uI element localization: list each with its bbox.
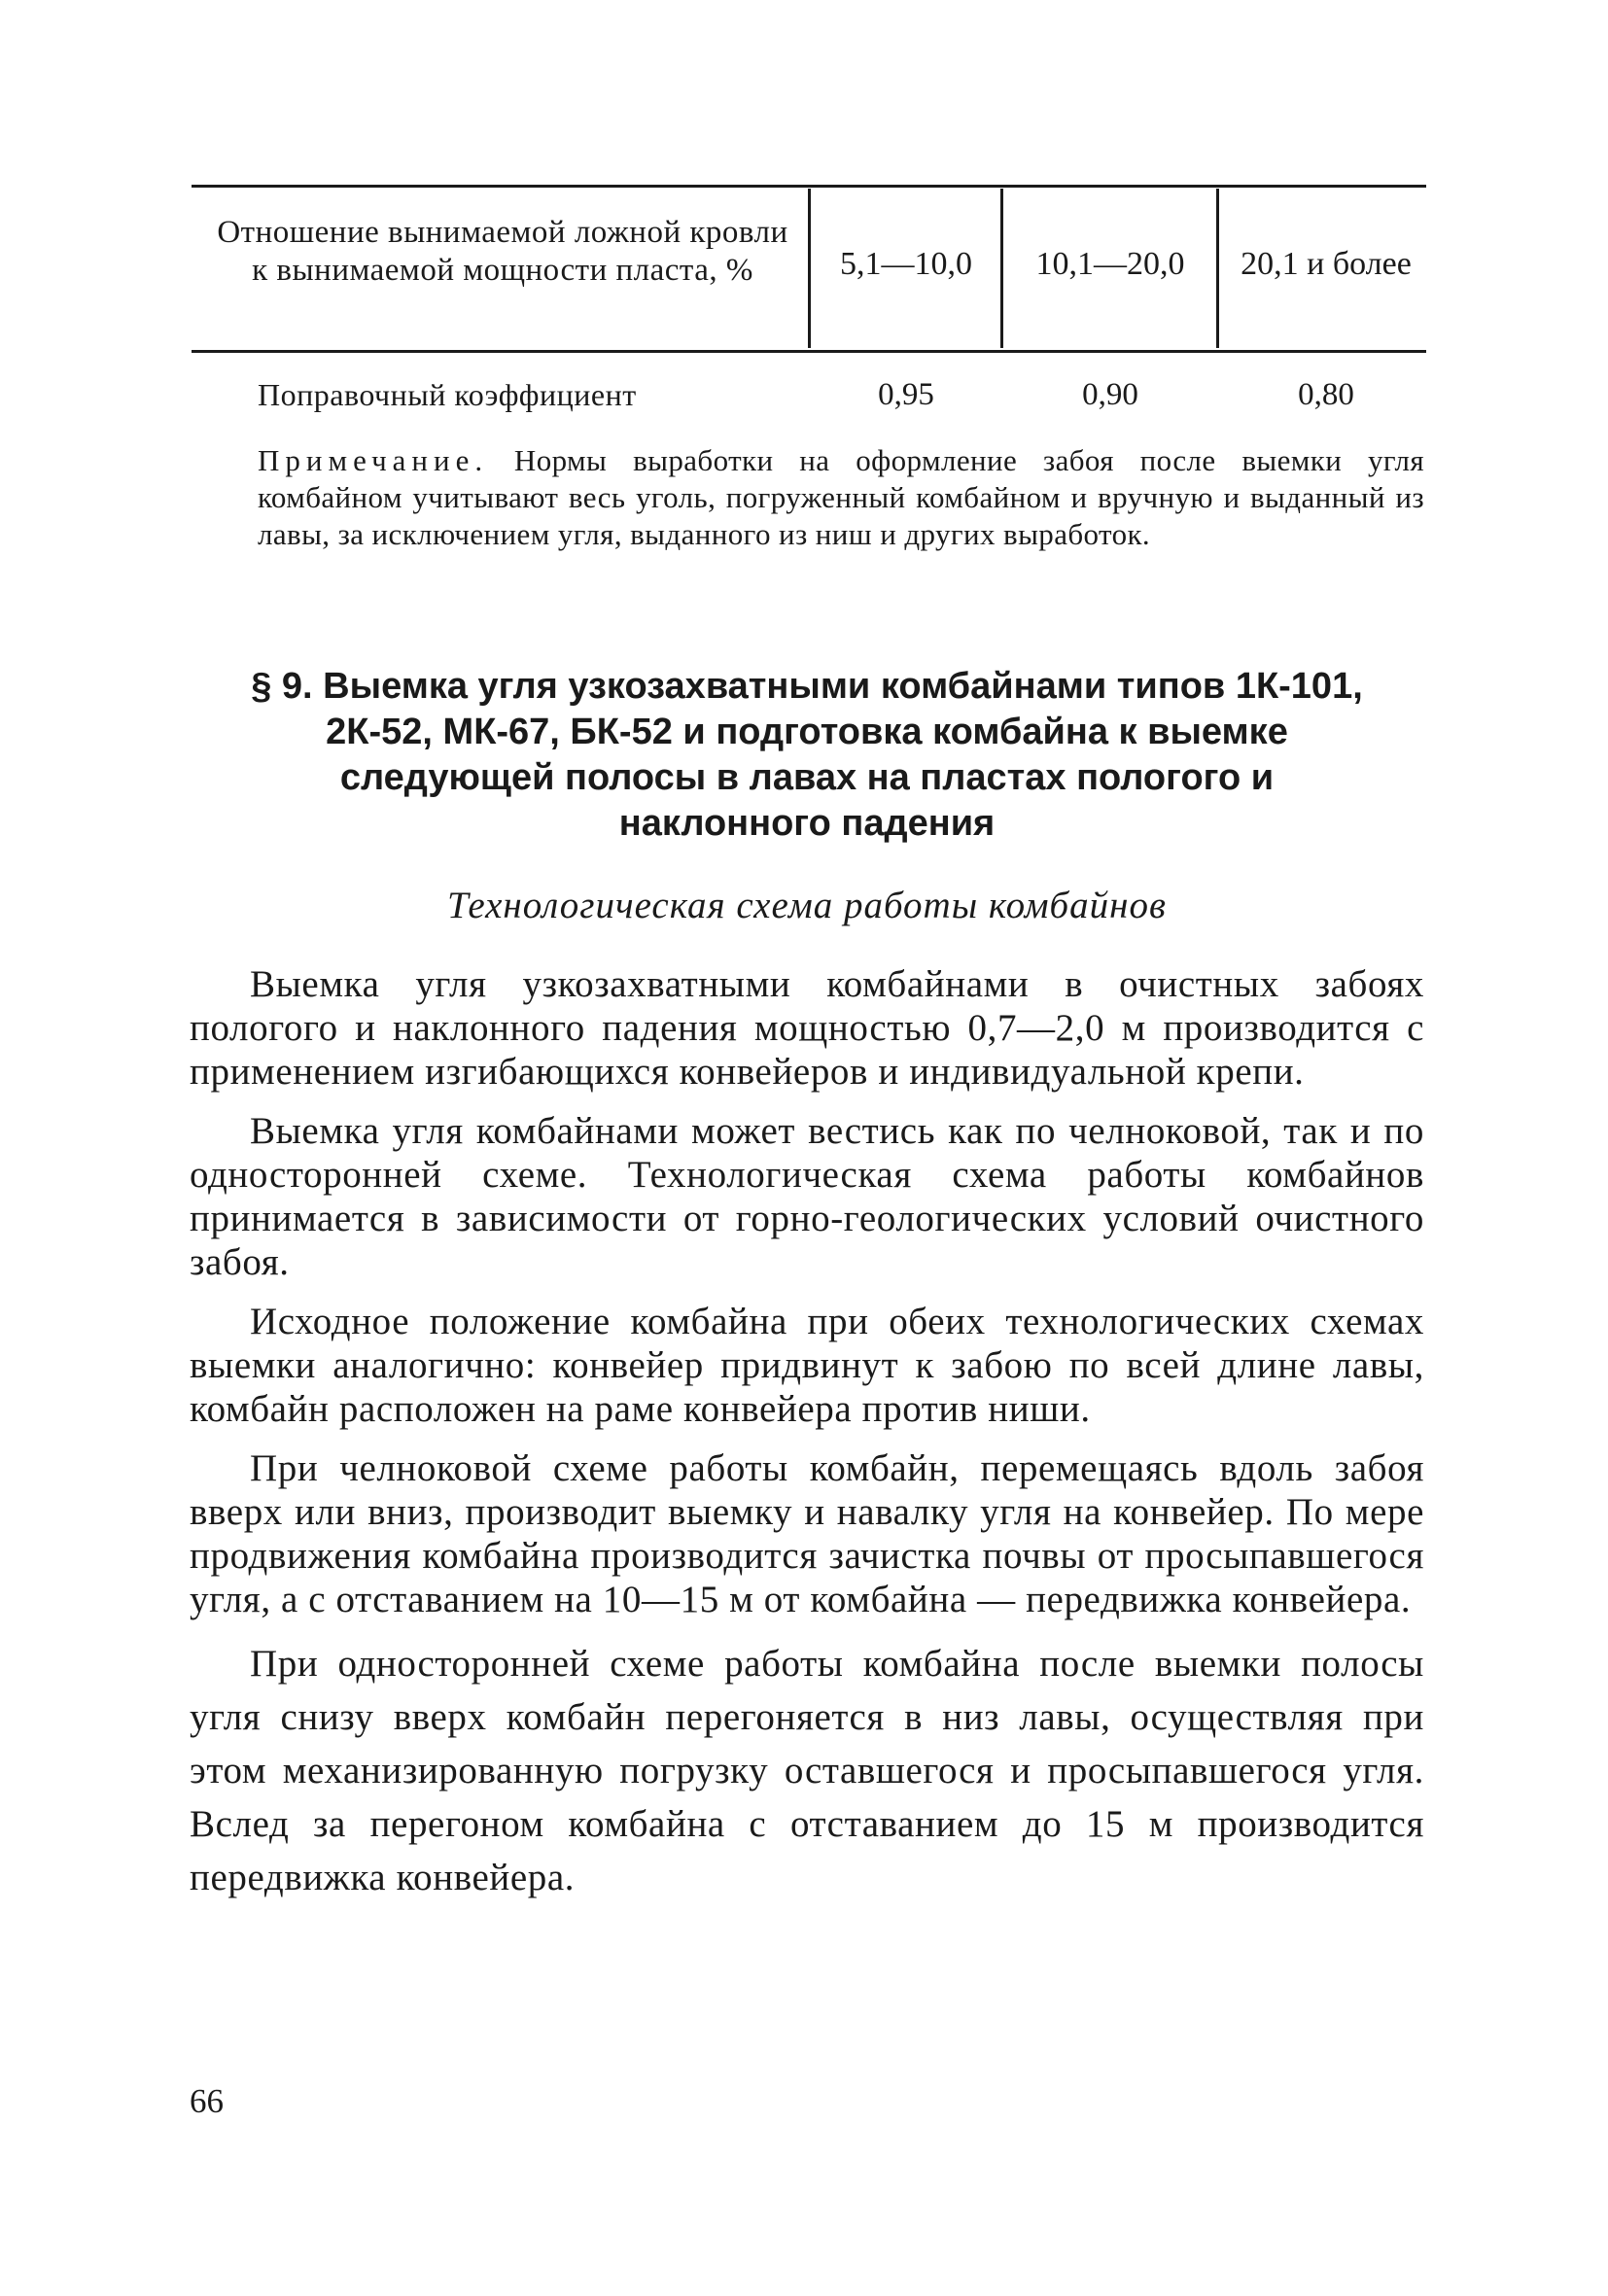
section-heading: § 9. Выемка угля узкозахватными комбайнами типов 1К-101, 2К-52, МК-67, БК-52 и подготовка комбайна к выемке следующей полосы в лавах на пластах пологого и наклонного падения [251,666,1363,844]
table-top-rule [192,185,1426,188]
table-column-divider [808,189,811,348]
note-lead: Примечание. [258,443,489,477]
table-note [258,442,1424,553]
page-number: 66 [190,2082,224,2120]
table-header-range: 20,1 и более [1241,246,1412,282]
paragraph: При челноковой схеме работы комбайн, перемещаясь вдоль забоя вверх или вниз, производит выемку и навалку угля на конвейер. По мере продвижения комбайна производится зачистка почвы от просыпавшегося угля, а с отставанием на 10—15 м от комбайна — передвижка конвейера. [190,1447,1424,1620]
table-column-divider [1216,189,1219,348]
table-column-divider [1000,189,1003,348]
coefficient-value: 0,95 [878,377,934,412]
table-header-label: Отношение вынимаемой ложной кровли к вынимаемой мощности пласта, % [217,215,788,288]
coefficient-value: 0,80 [1298,377,1354,412]
coefficient-value: 0,90 [1082,377,1138,412]
paragraph: Выемка угля комбайнами может вестись как по челноковой, так и по односторонней схеме. Технологическая схема работы комбайнов принимается в зависимости от горно-геологических условий очистного забоя. [190,1110,1424,1283]
body-text [190,962,1424,1920]
note-text: Нормы выработки на оформление забоя после выемки угля комбайном учитывают весь уголь, погруженный комбайном и вручную и выданный из лавы, за исключением угля, выданного из ниш и других выработок. [258,443,1424,551]
table-header-rule [192,350,1426,353]
paragraph: Исходное положение комбайна при обеих технологических схемах выемки аналогично: конвейер придвинут к забою по всей длине лавы, комбайн расположен на раме конвейера против ниши. [190,1301,1424,1430]
section-subheading: Технологическая схема работы комбайнов [447,885,1167,926]
coefficient-label: Поправочный коэффициент [258,377,637,412]
table-header-range: 5,1—10,0 [840,246,972,282]
table-header-range: 10,1—20,0 [1035,246,1185,282]
paragraph: При односторонней схеме работы комбайна после выемки полосы угля снизу вверх комбайн перегоняется в низ лавы, осуществляя при этом механизированную погрузку оставшегося и просыпавшегося угля. Вслед за перегоном комбайна с отставанием до 15 м производится передвижка конвейера. [190,1643,1424,1898]
paragraph: Выемка угля узкозахватными комбайнами в очистных забоях пологого и наклонного падения мощностью 0,7—2,0 м производится с применением изгибающихся конвейеров и индивидуальной крепи. [190,963,1424,1093]
